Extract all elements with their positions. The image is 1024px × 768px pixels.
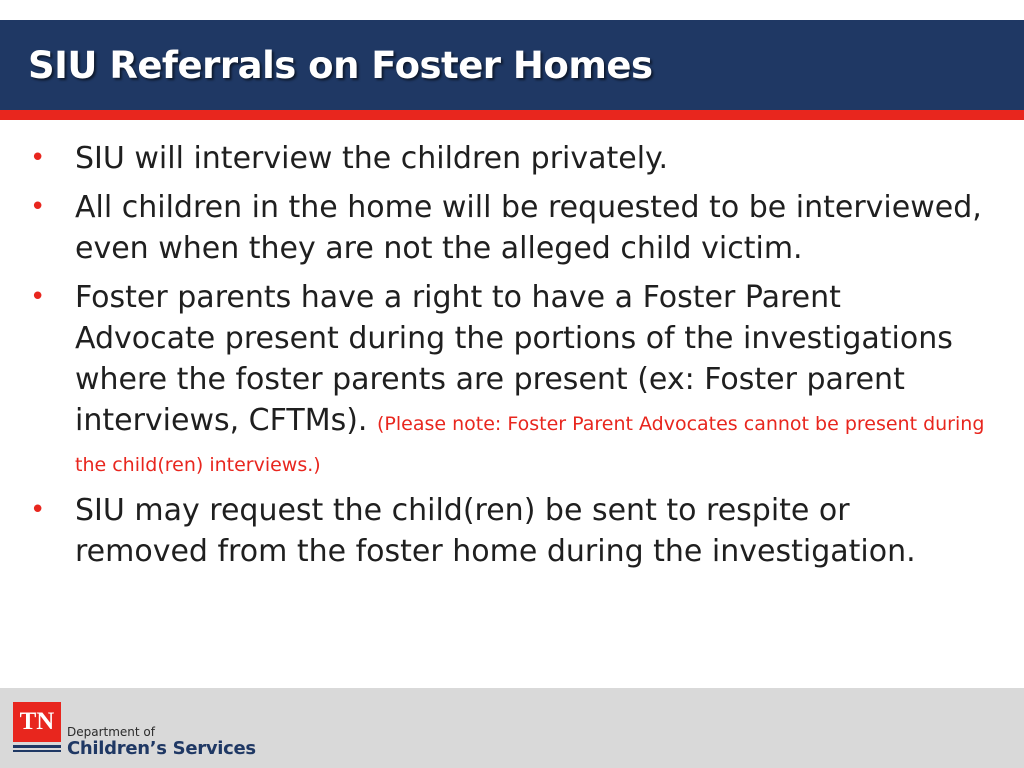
bullet-text: SIU will interview the children privately. [75,141,669,176]
bullet-text: All children in the home will be requested to be interviewed, even when they are not the alleged child victim. [75,190,982,266]
bullet-dot-icon: • [30,192,46,222]
bullet-item [28,187,988,269]
header-accent-stripe [0,110,1024,120]
department-name: Children’s Services [67,738,256,759]
slide-content [28,138,988,580]
tn-logo-underline-thin [13,750,61,752]
bullet-dot-icon: • [30,495,46,525]
bullet-item [28,490,988,572]
bullet-text: SIU may request the child(ren) be sent to respite or removed from the foster home during the investigation. [75,493,916,569]
header-bar [0,20,1024,110]
bullet-note: (Please note: Foster Parent Advocates cannot be present during the child(ren) interviews.) [75,413,985,476]
page-title: SIU Referrals on Foster Homes [28,44,653,87]
bullet-list [28,138,988,572]
department-of-label: Department of [67,725,155,739]
bullet-text: Foster parents have a right to have a Foster Parent Advocate present during the portions of the investigations where the foster parents are present (ex: Foster parent interviews, CFTMs). [75,280,953,438]
tn-logo-underline [13,745,61,748]
footer-bar [0,688,1024,768]
tn-logo: TN [13,702,61,742]
bullet-item [28,277,988,482]
bullet-dot-icon: • [30,143,46,173]
bullet-dot-icon: • [30,282,46,312]
bullet-item [28,138,988,179]
